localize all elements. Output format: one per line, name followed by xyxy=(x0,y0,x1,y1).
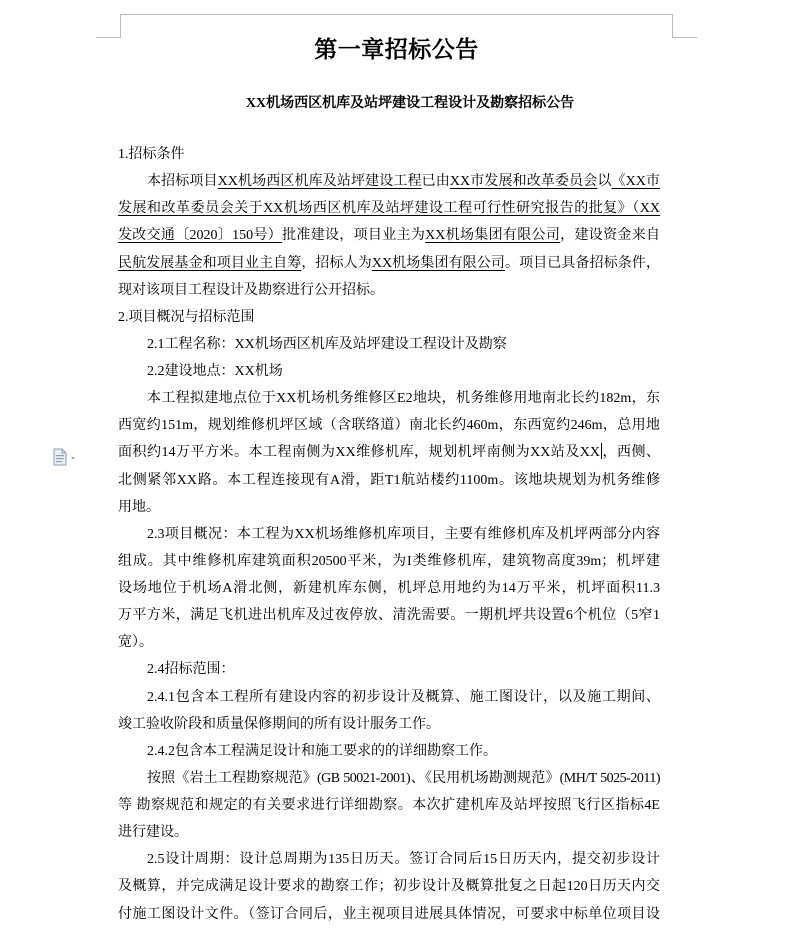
text-run: 2.2建设地点：XX机场 xyxy=(147,364,283,379)
paragraph-layout-options-button[interactable] xyxy=(52,448,80,466)
text-run: 。项目已具备招标条件， xyxy=(504,255,661,271)
text-run: 宽）。 xyxy=(118,635,153,651)
text-line xyxy=(118,467,660,494)
text-line xyxy=(118,656,660,683)
text-run: 进行建设。 xyxy=(118,825,188,841)
text-run: 北侧紧邻XX路。本工程连接现有A滑，距T1航站楼约1100m。该地块规划为机务维修 xyxy=(118,472,660,488)
text-line xyxy=(118,792,660,819)
text-line xyxy=(118,819,660,846)
underlined-text: XX机场集团有限公司 xyxy=(371,255,505,271)
text-run: ，招标人为 xyxy=(301,255,372,271)
text-line xyxy=(118,412,660,439)
text-run: 用地。 xyxy=(118,499,160,515)
text-run: 设场地位于机场A滑北侧，新建机库东侧，机坪总用地约为14万平米，机坪面积11.3 xyxy=(118,581,660,596)
text-line xyxy=(118,846,660,873)
underlined-text: 《XX市 xyxy=(611,174,661,190)
text-line xyxy=(118,548,660,575)
text-line xyxy=(118,331,660,358)
text-run: 本招标项目 xyxy=(147,174,218,190)
chapter-title: 第一章招标公告 xyxy=(314,37,479,62)
text-line xyxy=(118,575,660,602)
text-run: 2.1工程名称：XX机场西区机库及站坪建设工程设计及勘察 xyxy=(147,336,507,352)
document-subtitle: XX机场西区机库及站坪建设工程设计及勘察招标公告 xyxy=(245,96,575,111)
text-run: 及概算，并完成满足设计要求的勘察工作；初步设计及概算批复之日起120日历天内交 xyxy=(118,879,660,895)
text-run: 付施工图设计文件。（签订合同后，业主视项目进展具体情况，可要求中标单位项目设 xyxy=(118,906,660,922)
text-line xyxy=(118,521,660,548)
text-line xyxy=(118,901,660,928)
text-run: 万平方米，满足飞机进出机库及过夜停放、清洗需要。一期机坪共设置6个机位（5窄1 xyxy=(118,608,660,624)
header-boundary-line xyxy=(120,14,673,15)
text-run: 竣工验收阶段和质量保修期间的所有设计服务工作。 xyxy=(118,716,440,732)
text-run: 按照《岩土工程勘察规范》(GB 50021-2001)、《民用机场勘测规范》(MH/T 5025-2011) xyxy=(147,770,660,786)
underlined-text: 发展和改革委员会关于XX机场西区机库及站坪建设工程可行性研究报告的批复》（XX xyxy=(118,201,660,217)
text-line xyxy=(118,738,660,765)
underlined-text: XX市发展和改革委员会 xyxy=(449,174,598,190)
text-run: 已由 xyxy=(421,174,450,190)
text-line xyxy=(118,711,660,738)
text-line xyxy=(118,602,660,629)
text-line xyxy=(118,684,660,711)
text-run: 等 勘察规范和规定的有关要求进行详细勘察。本次扩建机库及站坪按照飞行区指标4E xyxy=(118,798,660,813)
text-run: ，西侧、 xyxy=(602,445,660,461)
text-run: 批准建设，项目业主为 xyxy=(282,228,426,244)
text-line xyxy=(118,765,660,792)
text-run: 2.4.2包含本工程满足设计和施工要求的的详细勘察工作。 xyxy=(147,743,497,759)
text-line xyxy=(118,439,660,466)
text-run: 2.项目概况与招标范围 xyxy=(118,309,255,325)
underlined-text: 发改交通〔2020〕150号） xyxy=(118,228,283,244)
text-line xyxy=(118,168,660,195)
text-line xyxy=(118,358,660,385)
text-run: 以 xyxy=(597,174,612,190)
section-heading xyxy=(118,304,660,331)
underlined-text: 民航发展基金和项目业主自筹 xyxy=(118,255,302,271)
text-run: 2.3项目概况：本工程为XX机场维修机库项目，主要有维修机库及机坪两部分内容 xyxy=(147,526,660,542)
text-run: 2.4招标范围： xyxy=(147,662,235,678)
text-line xyxy=(118,629,660,656)
text-line xyxy=(118,277,660,304)
section-heading xyxy=(118,141,660,168)
text-run: 西宽约151m，规划维修机坪区域（含联络道）南北长约460m，东西宽约246m，总用地 xyxy=(118,418,660,434)
text-line xyxy=(118,195,660,222)
text-line xyxy=(118,873,660,900)
text-run: 2.4.1包含本工程所有建设内容的初步设计及概算、施工图设计，以及施工期间、 xyxy=(147,689,660,705)
document-body[interactable] xyxy=(118,141,660,928)
text-line xyxy=(118,222,660,249)
underlined-text: XX机场西区机库及站坪建设工程 xyxy=(217,174,422,190)
paragraph-layout-options-icon xyxy=(52,448,80,466)
text-run: 组成。其中维修机库建筑面积20500平米，为I类维修机库，建筑物高度39m；机坪建 xyxy=(118,553,660,569)
text-line xyxy=(118,494,660,521)
text-line xyxy=(118,385,660,412)
text-run: ，建设资金来自 xyxy=(560,228,661,244)
text-run: 现对该项目工程设计及勘察进行公开招标。 xyxy=(118,282,384,298)
text-run: 本工程拟建地点位于XX机场机务维修区E2地块，机务维修用地南北长约182m，东 xyxy=(147,391,660,407)
text-run: 1.招标条件 xyxy=(118,147,185,162)
underlined-text: XX机场集团有限公司 xyxy=(425,228,561,244)
text-line xyxy=(118,250,660,277)
text-run: 面积约14万平方米。本工程南侧为XX维修机库，规划机坪南侧为XX站及XX xyxy=(118,445,601,461)
text-run: 2.5设计周期：设计总周期为135日历天。签订合同后15日历天内，提交初步设计 xyxy=(147,852,660,868)
